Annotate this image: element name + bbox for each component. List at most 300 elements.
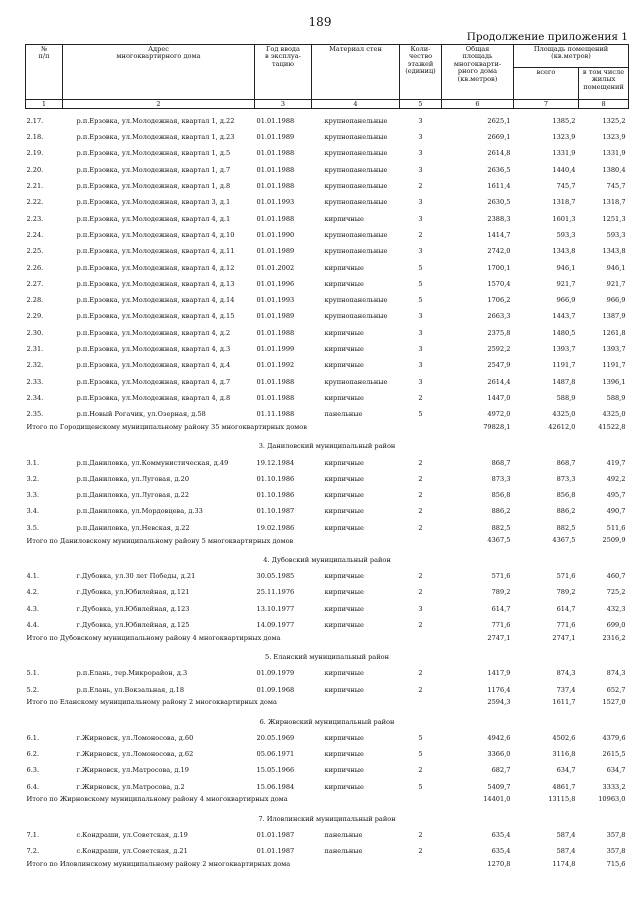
table-row (26, 580, 629, 596)
table-cell: р.п.Ерзовка, ул.Молодежная, квартал 1, д.7 (76, 165, 231, 174)
table-cell: 4325,0 (552, 410, 576, 419)
table-cell: 921,7 (606, 279, 626, 288)
total-value: 2316,2 (602, 633, 626, 642)
col-number: 5 (400, 100, 442, 109)
table-cell: 4942,6 (487, 733, 511, 742)
table-cell: 01.01.1990 (256, 230, 295, 239)
table-cell: 571,6 (556, 572, 576, 581)
header-year: Год ввода в эксплуа- тацию (255, 45, 312, 100)
table-cell: 1706,2 (487, 296, 511, 305)
table-cell: 3 (418, 377, 423, 386)
header-residential: в том числе жилых помещений (579, 68, 629, 100)
table-cell: 882,5 (556, 523, 576, 532)
table-cell: 789,2 (491, 588, 511, 597)
total-value: 2594,3 (487, 698, 511, 707)
table-cell: 5 (418, 296, 423, 305)
table-cell: 490,7 (606, 507, 626, 516)
table-cell: 2.25. (26, 247, 44, 256)
table-cell: 946,1 (556, 263, 576, 272)
table-cell: 2 (418, 766, 423, 775)
table-cell: крупнопанельные (324, 296, 388, 305)
table-cell: 5 (418, 279, 423, 288)
total-value: 1527,0 (602, 698, 626, 707)
table-cell: р.п.Новый Рогачик, ул.Озерная, д.58 (76, 410, 206, 419)
total-label: Итого по Дубовскому муниципальному району 4 многоквартирных дома (26, 633, 281, 642)
table-cell: 3 (418, 149, 423, 158)
table-cell: 874,3 (606, 669, 626, 678)
table-cell: 571,6 (491, 572, 511, 581)
table-cell: 01.01.1988 (256, 182, 295, 191)
table-row (26, 726, 629, 742)
table-cell: 2.28. (26, 296, 44, 305)
table-cell: 1331,9 (552, 149, 576, 158)
table-cell: 01.01.1988 (256, 165, 295, 174)
table-cell: г.Дубовка, ул.Юбилейная, д.123 (76, 604, 190, 613)
table-cell: 2669,1 (487, 133, 511, 142)
total-row (26, 532, 629, 550)
col-number: 8 (579, 100, 629, 109)
table-cell: 3116,8 (552, 750, 576, 759)
header-floors: Коли- чество этажей (единиц) (400, 45, 442, 100)
continuation-note: Продолжение приложения 1 (466, 31, 628, 43)
table-cell: 3 (418, 328, 423, 337)
table-cell: панельные (324, 410, 363, 419)
table-cell: 2.31. (26, 345, 44, 354)
table-row (26, 402, 629, 418)
table-cell: кирпичные (324, 766, 364, 775)
total-value: 10963,0 (598, 795, 626, 804)
table-cell: кирпичные (324, 782, 364, 791)
table-cell: 699,0 (606, 620, 626, 629)
table-cell: 01.01.1999 (256, 345, 295, 354)
table-cell: р.п.Ерзовка, ул.Молодежная, квартал 1, д.5 (76, 149, 231, 158)
table-cell: 635,4 (491, 830, 511, 839)
table-row (26, 125, 629, 141)
table-row (26, 370, 629, 386)
total-value: 41522,8 (598, 422, 626, 431)
col-number: 4 (312, 100, 400, 109)
table-cell: 5 (418, 782, 423, 791)
table-cell: 2.35. (26, 410, 44, 419)
table-row (26, 678, 629, 694)
table-cell: г.Жирновск, ул.Ломоносова, д.62 (76, 750, 194, 759)
table-cell: 01.01.1988 (256, 328, 295, 337)
table-row (26, 288, 629, 304)
col-number: 1 (26, 100, 63, 109)
section-row (26, 550, 629, 564)
table-cell: 2375,8 (487, 328, 511, 337)
table-cell: 3.4. (26, 507, 40, 516)
table-cell: 2.24. (26, 230, 44, 239)
table-cell: 2.29. (26, 312, 44, 321)
table-cell: кирпичные (324, 474, 364, 483)
table-row (26, 839, 629, 855)
table-cell: 4.3. (26, 604, 40, 613)
col-number: 2 (63, 100, 255, 109)
table-cell: 2625,1 (487, 116, 511, 125)
table-cell: 856,8 (491, 491, 511, 500)
table-cell: кирпичные (324, 361, 364, 370)
table-cell: 1331,9 (602, 149, 626, 158)
table-cell: 634,7 (606, 766, 626, 775)
table-cell: 01.11.1988 (256, 410, 295, 419)
table-cell: 01.01.1988 (256, 214, 295, 223)
table-cell: кирпичные (324, 393, 364, 402)
table-cell: 13.10.1977 (256, 604, 295, 613)
table-body (26, 109, 629, 874)
table-cell: 4.4. (26, 620, 40, 629)
table-cell: 01.01.1989 (256, 312, 295, 321)
header-all: всего (514, 68, 579, 100)
table-cell: 357,8 (606, 830, 626, 839)
table-cell: 14.09.1977 (256, 620, 295, 629)
table-cell: кирпичные (324, 685, 364, 694)
table-cell: кирпичные (324, 328, 364, 337)
total-value: 13115,8 (548, 795, 576, 804)
table-cell: 2 (418, 474, 423, 483)
table-cell: г.Дубовка, ул.Юбилейная, д.125 (76, 620, 190, 629)
header-row (26, 45, 629, 68)
table-cell: р.п.Ерзовка, ул.Молодежная, квартал 4, д.12 (76, 263, 235, 272)
table-row (26, 500, 629, 516)
table-cell: р.п.Ерзовка, ул.Молодежная, квартал 4, д.13 (76, 279, 235, 288)
table-cell: кирпичные (324, 750, 364, 759)
table-cell: 01.01.1988 (256, 149, 295, 158)
table-cell: 19.12.1984 (256, 458, 295, 467)
total-value: 1270,8 (487, 859, 511, 868)
table-cell: 2.34. (26, 393, 44, 402)
table-cell: 1323,9 (602, 133, 626, 142)
table-row (26, 174, 629, 190)
total-value: 1174,8 (552, 859, 576, 868)
table-cell: 495,7 (606, 491, 626, 500)
table-cell: 5 (418, 733, 423, 742)
table-cell: 1385,2 (552, 116, 576, 125)
total-value: 2747,1 (487, 633, 511, 642)
table-cell: 01.01.2002 (256, 263, 295, 272)
table-cell: 1396,1 (602, 377, 626, 386)
table-cell: крупнопанельные (324, 377, 388, 386)
page-number: 189 (308, 15, 332, 29)
table-cell: 3 (418, 604, 423, 613)
table-cell: 946,1 (606, 263, 626, 272)
total-value: 4367,5 (552, 536, 576, 545)
table-cell: 1417,9 (487, 669, 511, 678)
table-cell: 2 (418, 830, 423, 839)
total-label: Итого по Даниловскому муниципальному району 5 многоквартирных домов (26, 536, 294, 545)
table-cell: 1487,8 (552, 377, 576, 386)
table-cell: р.п.Ерзовка, ул.Молодежная, квартал 1, д.8 (76, 182, 231, 191)
table-cell: 2 (418, 230, 423, 239)
table-cell: 01.01.1989 (256, 247, 295, 256)
table-cell: 593,3 (556, 230, 576, 239)
table-cell: 2 (418, 182, 423, 191)
header-no: № п/п (26, 45, 63, 100)
table-cell: 652,7 (606, 685, 626, 694)
total-row (26, 629, 629, 647)
table-cell: р.п.Ерзовка, ул.Молодежная, квартал 4, д.15 (76, 312, 235, 321)
table-row (26, 223, 629, 239)
table-cell: р.п.Даниловка, ул.Луговая, д.22 (76, 491, 190, 500)
table-cell: р.п.Елань, тер.Микрорайон, д.3 (76, 669, 188, 678)
table-cell: крупнопанельные (324, 116, 388, 125)
table-cell: 1447,0 (487, 393, 511, 402)
table-cell: 2 (418, 491, 423, 500)
table-cell: 460,7 (606, 572, 626, 581)
section-row (26, 647, 629, 661)
table-cell: 5 (418, 410, 423, 419)
table-cell: р.п.Ерзовка, ул.Молодежная, квартал 4, д.1 (76, 214, 231, 223)
table-cell: 873,3 (491, 474, 511, 483)
table-cell: р.п.Ерзовка, ул.Молодежная, квартал 4, д.7 (76, 377, 231, 386)
table-cell: кирпичные (324, 214, 364, 223)
table-row (26, 613, 629, 629)
table-cell: 1393,7 (552, 345, 576, 354)
table-cell: 5409,7 (487, 782, 511, 791)
table-cell: 4379,6 (602, 733, 626, 742)
table-cell: 588,9 (606, 393, 626, 402)
table-cell: кирпичные (324, 458, 364, 467)
section-title: 4. Дубовский муниципальный район (263, 555, 391, 564)
table-row (26, 239, 629, 255)
table-cell: 2742,0 (487, 247, 511, 256)
table-cell: 868,7 (491, 458, 511, 467)
table-cell: р.п.Даниловка, ул.Луговая, д.20 (76, 474, 190, 483)
table-cell: панельные (324, 847, 363, 856)
table-cell: 886,2 (556, 507, 576, 516)
table-cell: 587,4 (556, 847, 576, 856)
table-cell: 4972,0 (487, 410, 511, 419)
table-cell: 1318,7 (552, 198, 576, 207)
table-cell: 511,6 (606, 523, 626, 532)
table-cell: р.п.Елань, ул.Вокзальная, д.18 (76, 685, 185, 694)
table-cell: 1601,3 (552, 214, 576, 223)
table-cell: 614,7 (556, 604, 576, 613)
table-cell: 3 (418, 116, 423, 125)
table-cell: 2.26. (26, 263, 44, 272)
table-cell: г.Дубовка, ул.30 лет Победы, д.21 (76, 572, 196, 581)
table-cell: 7.1. (26, 830, 40, 839)
table-cell: 1570,4 (487, 279, 511, 288)
table-cell: 587,4 (556, 830, 576, 839)
table-cell: кирпичные (324, 345, 364, 354)
table-row (26, 353, 629, 369)
table-row (26, 661, 629, 677)
table-cell: 1323,9 (552, 133, 576, 142)
table-cell: 966,9 (556, 296, 576, 305)
table-row (26, 759, 629, 775)
table-cell: 01.10.1987 (256, 507, 295, 516)
table-cell: 1343,8 (552, 247, 576, 256)
table-cell: 2.23. (26, 214, 44, 223)
table-cell: 1414,7 (487, 230, 511, 239)
total-label: Итого по Иловлинскому муниципальному району 2 многоквартирных дома (26, 860, 291, 869)
table-cell: 3.2. (26, 474, 40, 483)
table-cell: 3.5. (26, 523, 40, 532)
table-row (26, 516, 629, 532)
table-cell: кирпичные (324, 733, 364, 742)
table-cell: 2 (418, 393, 423, 402)
table-cell: 874,3 (556, 669, 576, 678)
table-cell: 2636,5 (487, 165, 511, 174)
table-cell: 1176,4 (487, 685, 511, 694)
table-cell: 789,2 (556, 588, 576, 597)
table-cell: 01.01.1988 (256, 393, 295, 402)
table-cell: г.Жирновск, ул.Ломоносова, д.60 (76, 733, 194, 742)
table-row (26, 386, 629, 402)
table-cell: 2 (418, 588, 423, 597)
table-cell: 873,3 (556, 474, 576, 483)
table-cell: 2 (418, 507, 423, 516)
total-row (26, 856, 629, 874)
table-cell: крупнопанельные (324, 182, 388, 191)
table-cell: 771,6 (491, 620, 511, 629)
table-row (26, 142, 629, 158)
table-cell: р.п.Ерзовка, ул.Молодежная, квартал 4, д.10 (76, 230, 235, 239)
table-cell: р.п.Даниловка, ул.Мордовцева, д.33 (76, 507, 203, 516)
table-cell: 2.21. (26, 182, 44, 191)
table-cell: кирпичные (324, 620, 364, 629)
table-cell: р.п.Ерзовка, ул.Молодежная, квартал 4, д.11 (76, 247, 235, 256)
table-cell: 20.05.1969 (256, 733, 295, 742)
table-cell: р.п.Даниловка, ул.Невская, д.22 (76, 523, 190, 532)
table-cell: 4861,7 (552, 782, 576, 791)
table-row (26, 742, 629, 758)
table-cell: 2.22. (26, 198, 44, 207)
table-cell: кирпичные (324, 588, 364, 597)
table-cell: 771,6 (556, 620, 576, 629)
col-number: 3 (255, 100, 312, 109)
table-cell: 588,9 (556, 393, 576, 402)
table-cell: крупнопанельные (324, 247, 388, 256)
table-cell: г.Дубовка, ул.Юбилейная, д.121 (76, 588, 190, 597)
table-row (26, 305, 629, 321)
header-premises-area: Площадь помещений (кв.метров) (514, 45, 629, 68)
table-cell: с.Кондраши, ул.Советская, д.19 (76, 830, 188, 839)
table-cell: 2.18. (26, 133, 44, 142)
table-cell: 05.06.1971 (256, 750, 295, 759)
total-value: 2509,9 (602, 536, 626, 545)
table-cell: панельные (324, 830, 363, 839)
table-row (26, 823, 629, 839)
table-cell: 3 (418, 165, 423, 174)
table-cell: 2614,8 (487, 149, 511, 158)
table-cell: 682,7 (491, 766, 511, 775)
table-cell: 2547,9 (487, 361, 511, 370)
table-cell: р.п.Ерзовка, ул.Молодежная, квартал 4, д.14 (76, 296, 235, 305)
table-cell: 01.01.1987 (256, 847, 295, 856)
table-cell: 01.01.1996 (256, 279, 295, 288)
table-row (26, 190, 629, 206)
section-title: 6. Жирновский муниципальный район (259, 717, 395, 726)
table-row (26, 775, 629, 791)
section-row (26, 437, 629, 451)
table-cell: 6.3. (26, 766, 40, 775)
table-cell: 2630,5 (487, 198, 511, 207)
table-row (26, 467, 629, 483)
total-row (26, 791, 629, 809)
table-cell: 2.30. (26, 328, 44, 337)
table-cell: 1393,7 (602, 345, 626, 354)
table-cell: кирпичные (324, 507, 364, 516)
total-value: 715,6 (606, 859, 626, 868)
table-cell: 01.10.1986 (256, 474, 295, 483)
table-cell: 1251,3 (602, 214, 626, 223)
table-cell: 3 (418, 214, 423, 223)
table-cell: 4.2. (26, 588, 40, 597)
table-cell: 5 (418, 263, 423, 272)
table-cell: 6.1. (26, 733, 40, 742)
table-cell: крупнопанельные (324, 149, 388, 158)
total-value: 2747,1 (552, 633, 576, 642)
table-cell: 1191,7 (552, 361, 576, 370)
table-cell: 25.11.1976 (256, 588, 295, 597)
table-cell: 01.01.1993 (256, 198, 295, 207)
table-cell: 2592,2 (487, 345, 511, 354)
total-value: 1611,7 (552, 698, 576, 707)
total-value: 4367,5 (487, 536, 511, 545)
table-cell: 15.06.1984 (256, 782, 295, 791)
table-row (26, 597, 629, 613)
table-cell: кирпичные (324, 572, 364, 581)
table-cell: 01.01.1988 (256, 377, 295, 386)
table-cell: р.п.Ерзовка, ул.Молодежная, квартал 4, д.8 (76, 393, 231, 402)
table-cell: 419,7 (606, 458, 626, 467)
header-total-area: Общая площадь многокварти- рного дома (кв.метров) (442, 45, 514, 100)
table-cell: 1318,7 (602, 198, 626, 207)
table-cell: 492,2 (606, 474, 626, 483)
table-cell: 357,8 (606, 847, 626, 856)
table-cell: 2.17. (26, 116, 44, 125)
total-label: Итого по Городищенскому муниципальному району 35 многоквартирных домов (26, 423, 307, 432)
table-cell: 3 (418, 345, 423, 354)
col-number: 7 (514, 100, 579, 109)
table-cell: 432,3 (606, 604, 626, 613)
table-cell: 2 (418, 669, 423, 678)
table-cell: 2.20. (26, 165, 44, 174)
total-label: Итого по Жирновскому муниципальному району 4 многоквартирных дома (26, 795, 288, 804)
table-row (26, 337, 629, 353)
table-cell: р.п.Даниловка, ул.Коммунистическая, д.49 (76, 458, 229, 467)
section-title: 7. Иловлинский муниципальный район (258, 814, 396, 823)
table-cell: 1700,1 (487, 263, 511, 272)
table-cell: 745,7 (556, 182, 576, 191)
section-row (26, 712, 629, 726)
total-value: 79828,1 (483, 422, 511, 431)
table-cell: 3 (418, 247, 423, 256)
table-cell: 737,4 (556, 685, 576, 694)
table-cell: 2388,3 (487, 214, 511, 223)
table-cell: 921,7 (556, 279, 576, 288)
table-cell: 01.01.1987 (256, 830, 295, 839)
table-cell: 635,4 (491, 847, 511, 856)
table-cell: 2 (418, 685, 423, 694)
table-cell: 1343,8 (602, 247, 626, 256)
table-cell: 15.05.1966 (256, 766, 295, 775)
table-cell: 2 (418, 620, 423, 629)
table-cell: 2614,4 (487, 377, 511, 386)
table-cell: 725,2 (606, 588, 626, 597)
table-cell: кирпичные (324, 279, 364, 288)
table-cell: 1261,8 (602, 328, 626, 337)
housing-table (25, 44, 629, 874)
section-title: 5. Еланский муниципальный район (265, 652, 389, 661)
table-cell: 1611,4 (487, 182, 511, 191)
table-cell: крупнопанельные (324, 230, 388, 239)
table-cell: 01.01.1992 (256, 361, 295, 370)
header-address: Адрес многоквартирного дома (63, 45, 255, 100)
table-cell: 2.32. (26, 361, 44, 370)
